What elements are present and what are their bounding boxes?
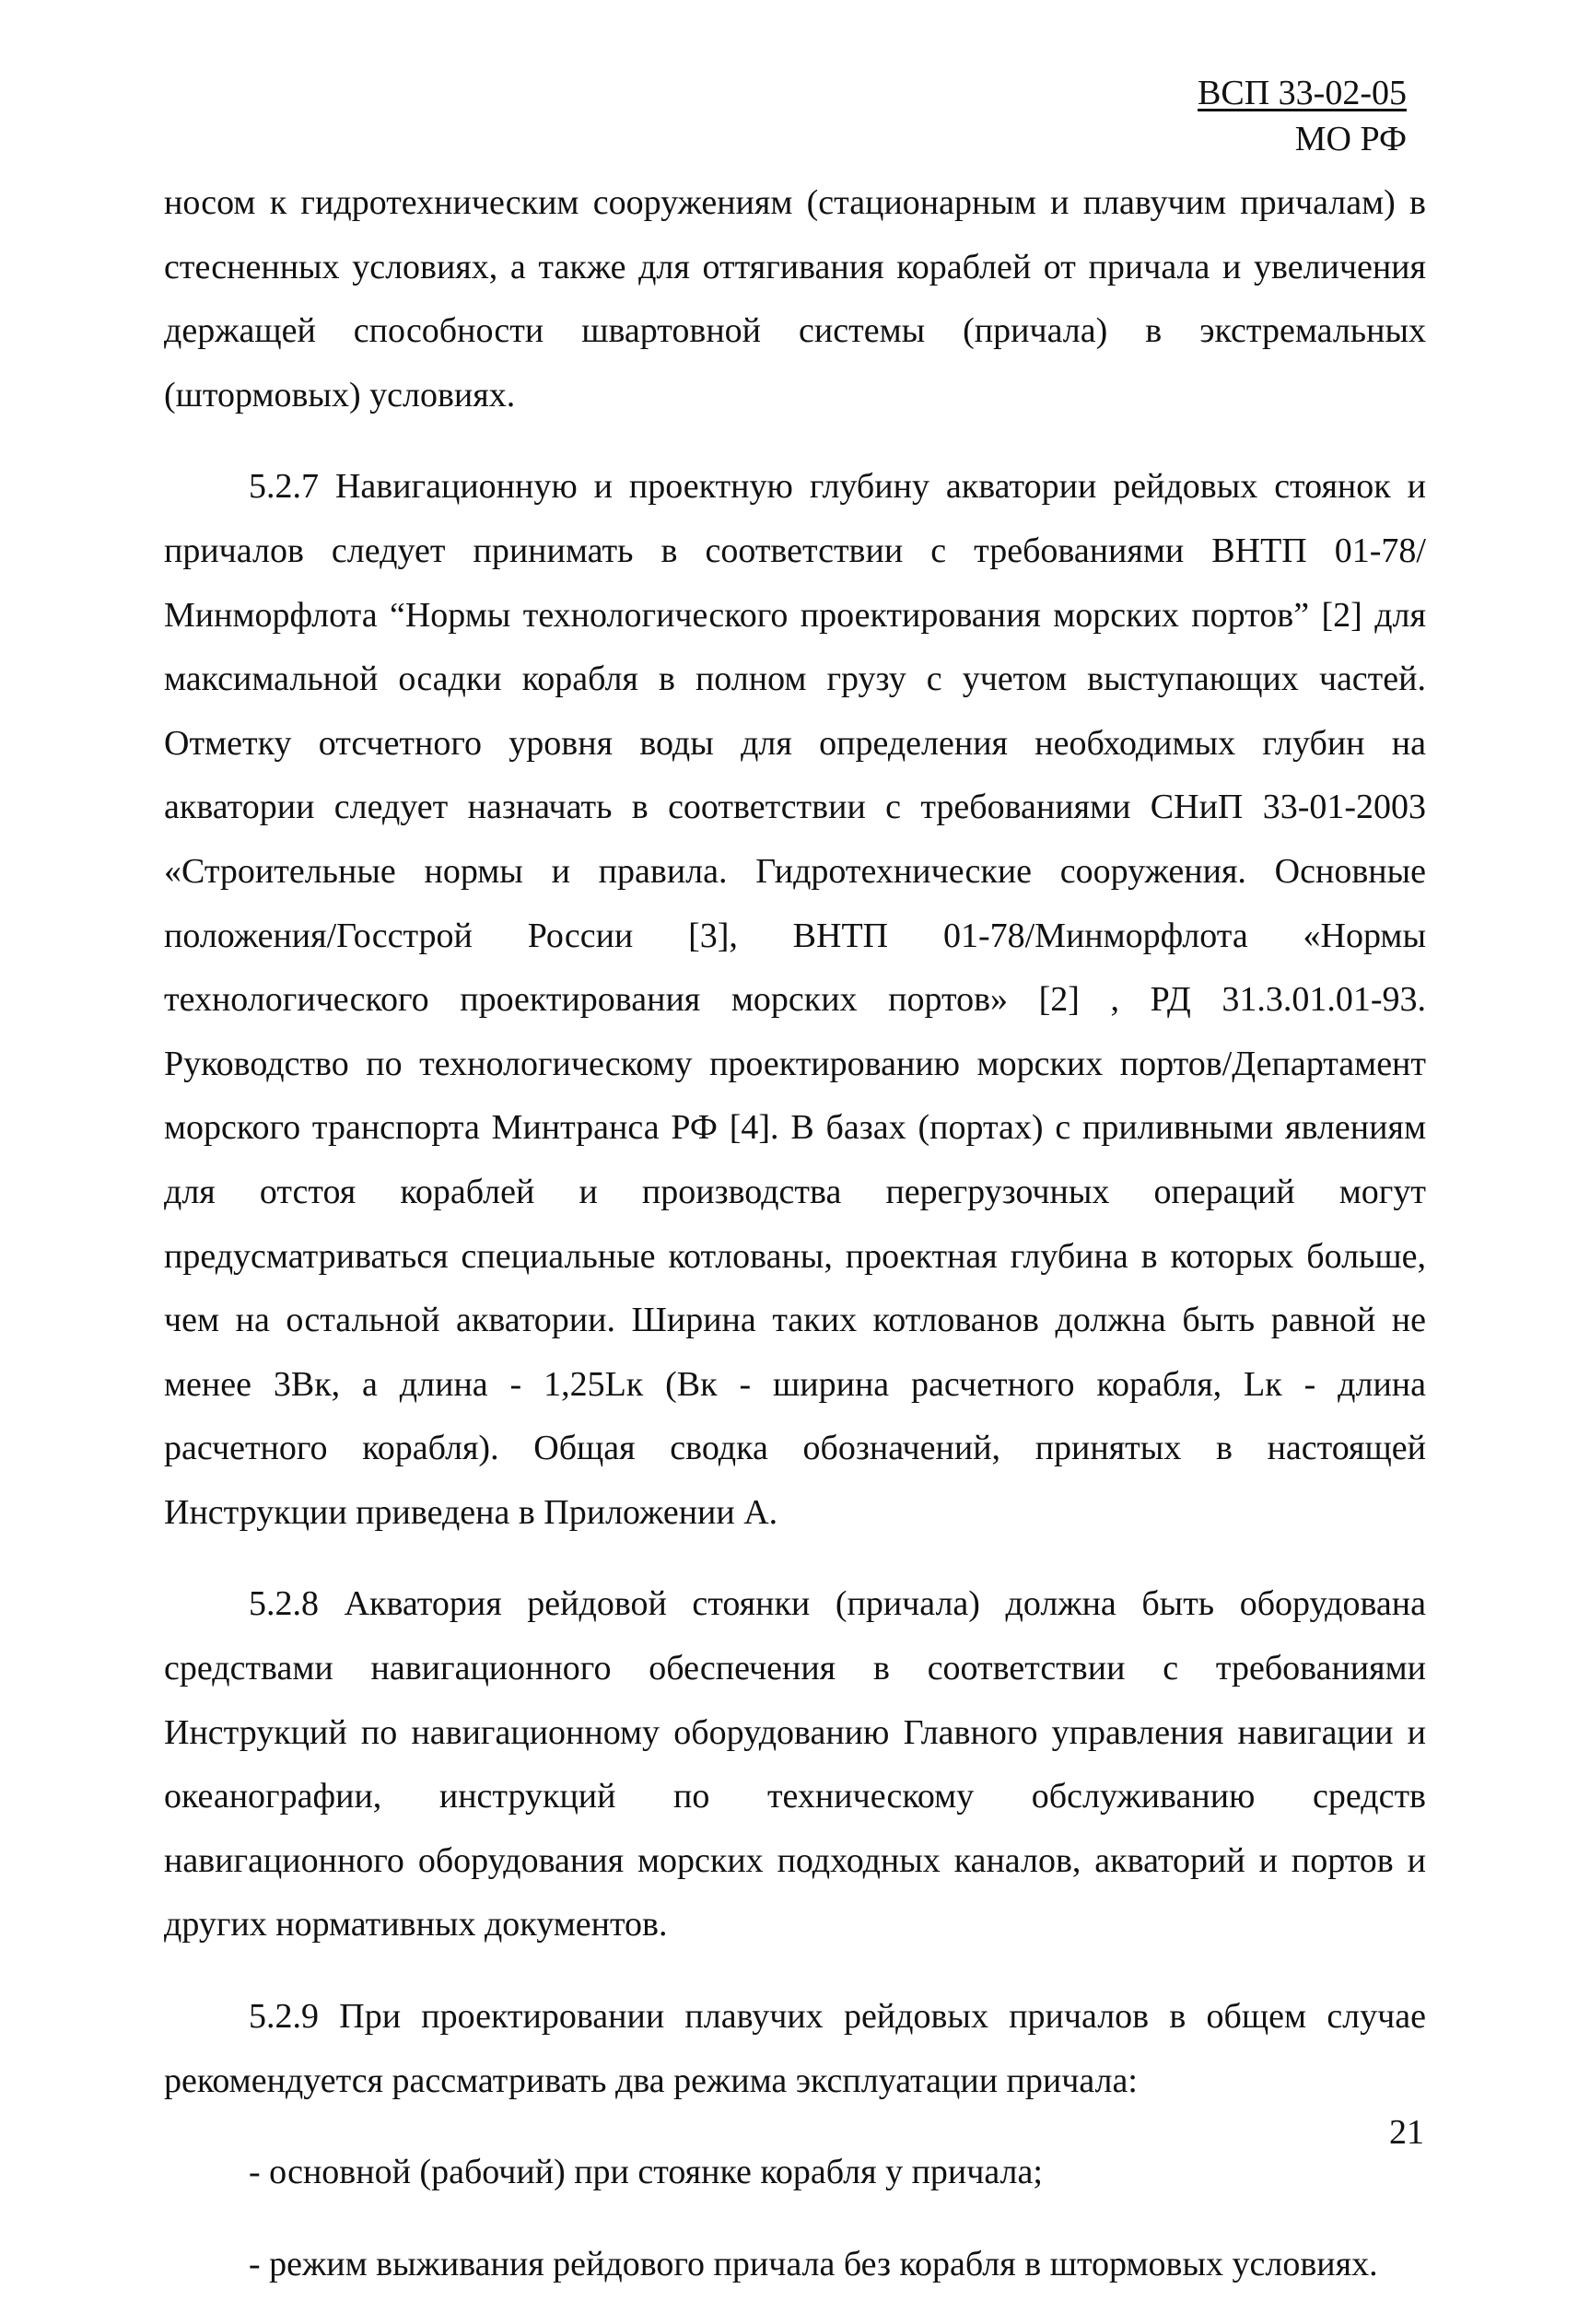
paragraph-5-2-7: 5.2.7 Навигационную и проектную глубину акватории рейдовых стоянок и причалов следует принимать в соответствии с требованиями ВНТП 01-78/Минморфлота “Нормы технологического проектирования морских портов” [2] для максимальной осадки корабля в полном грузу с учетом выступающих частей. Отметку отсчетного уровня воды для определения необходимых глубин на акватории следует назначать в соответствии с требованиями СНиП 33-01-2003 «Строительные нормы и правила. Гидротехнические сооружения. Основные положения/Госстрой России [3], ВНТП 01-78/Минморфлота «Нормы технологического проектирования морских портов» [2] , РД 31.3.01.01-93. Руководство по технологическому проектированию морских портов/Департамент морского транспорта Минтранса РФ [4]. В базах (портах) с приливными явлениям для отстоя кораблей и производства перегрузочных операций могут предусматриваться специальные котлованы, проектная глубина в которых больше, чем на остальной акватории. Ширина таких котлованов должна быть равной не менее 3Bк, а длина - 1,25Lк (Bк - ширина расчетного корабля, Lк - длина расчетного корабля). Общая сводка обозначений, принятых в настоящей Инструкции приведена в Приложении А. [164, 467, 1426, 1532]
list-item: - основной (рабочий) при стоянке корабля у причала; [249, 2153, 1043, 2192]
organization: МО РФ [1294, 120, 1407, 158]
document-body [164, 171, 1426, 2324]
paragraph-5-2-9: 5.2.9 При проектировании плавучих рейдовых причалов в общем случае рекомендуется рассматривать два режима эксплуатации причала: [164, 1997, 1426, 2100]
paragraph-continuation: носом к гидротехническим сооружениям (стационарным и плавучим причалам) в стесненных условиях, а также для оттягивания кораблей от причала и увеличения держащей способности швартовной системы (причала) в экстремальных (штормовых) условиях. [164, 183, 1426, 415]
document-header [1130, 70, 1407, 162]
paragraph-5-2-8: 5.2.8 Акватория рейдовой стоянки (причала) должна быть оборудована средствами навигационного обеспечения в соответствии с требованиями Инструкций по навигационному оборудованию Главного управления навигации и океанографии, инструкций по техническому обслуживанию средств навигационного оборудования морских подходных каналов, акваторий и портов и других нормативных документов. [164, 1584, 1426, 1944]
list-item: - режим выживания рейдового причала без корабля в штормовых условиях. [249, 2244, 1378, 2283]
page-number: 21 [1389, 2113, 1424, 2152]
standard-code: ВСП 33-02-05 [1198, 74, 1407, 112]
